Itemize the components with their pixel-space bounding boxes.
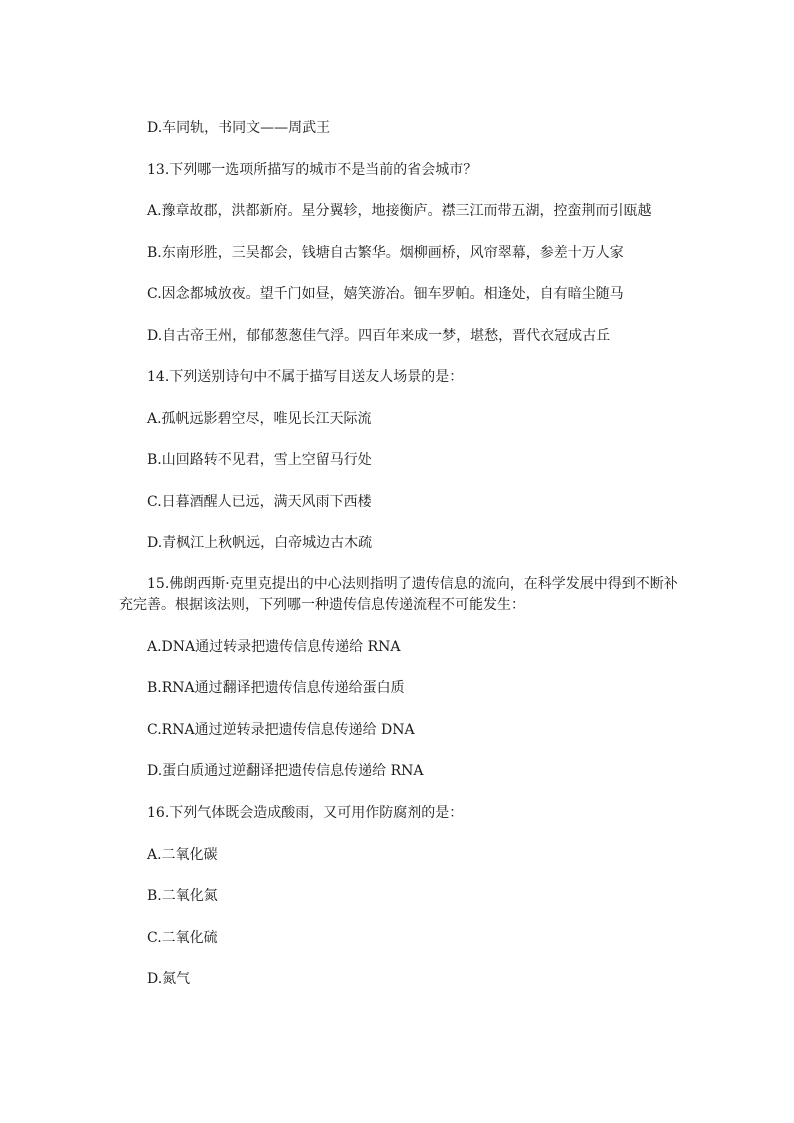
q15-question: 15.佛朗西斯·克里克提出的中心法则指明了遗传信息的流向，在科学发展中得到不断补充完善。根据该法则，下列哪一种遗传信息传递流程不可能发生： bbox=[119, 576, 678, 613]
q14-question: 14.下列送别诗句中不属于描写目送友人场景的是： bbox=[147, 369, 464, 385]
q16-option-b: B.二氧化氮 bbox=[147, 888, 218, 904]
q16-option-c: C.二氧化硫 bbox=[147, 930, 218, 946]
q12-option-d: D.车同轨，书同文——周武王 bbox=[147, 120, 331, 136]
q13-option-c: C.因念都城放夜。望千门如昼，嬉笑游冶。钿车罗帕。相逢处，自有暗尘随马 bbox=[147, 286, 624, 302]
q16-question: 16.下列气体既会造成酸雨，又可用作防腐剂的是： bbox=[147, 805, 464, 821]
q13-option-b: B.东南形胜，三吴都会，钱塘自古繁华。烟柳画桥，风帘翠幕，参差十万人家 bbox=[147, 245, 624, 261]
q15-option-b: B.RNA通过翻译把遗传信息传递给蛋白质 bbox=[147, 680, 405, 696]
q14-option-c: C.日暮酒醒人已远，满天风雨下西楼 bbox=[147, 494, 372, 510]
q13-option-d: D.自古帝王州，郁郁葱葱佳气浮。四百年来成一梦，堪愁，晋代衣冠成古丘 bbox=[147, 328, 611, 344]
q14-option-b: B.山回路转不见君，雪上空留马行处 bbox=[147, 452, 372, 468]
q15-option-c: C.RNA通过逆转录把遗传信息传递给 DNA bbox=[147, 722, 415, 738]
q13-option-a: A.豫章故郡，洪都新府。星分翼轸，地接衡庐。襟三江而带五湖，控蛮荆而引瓯越 bbox=[147, 203, 652, 219]
q15-option-d: D.蛋白质通过逆翻译把遗传信息传递给 RNA bbox=[147, 763, 424, 779]
q13-question: 13.下列哪一选项所描写的城市不是当前的省会城市？ bbox=[147, 162, 478, 178]
q14-option-a: A.孤帆远影碧空尽，唯见长江天际流 bbox=[147, 411, 372, 427]
q16-option-a: A.二氧化碳 bbox=[147, 847, 218, 863]
q15-option-a: A.DNA通过转录把遗传信息传递给 RNA bbox=[147, 639, 401, 655]
q14-option-d: D.青枫江上秋帆远，白帝城边古木疏 bbox=[147, 535, 373, 551]
q16-option-d: D.氮气 bbox=[147, 971, 191, 987]
